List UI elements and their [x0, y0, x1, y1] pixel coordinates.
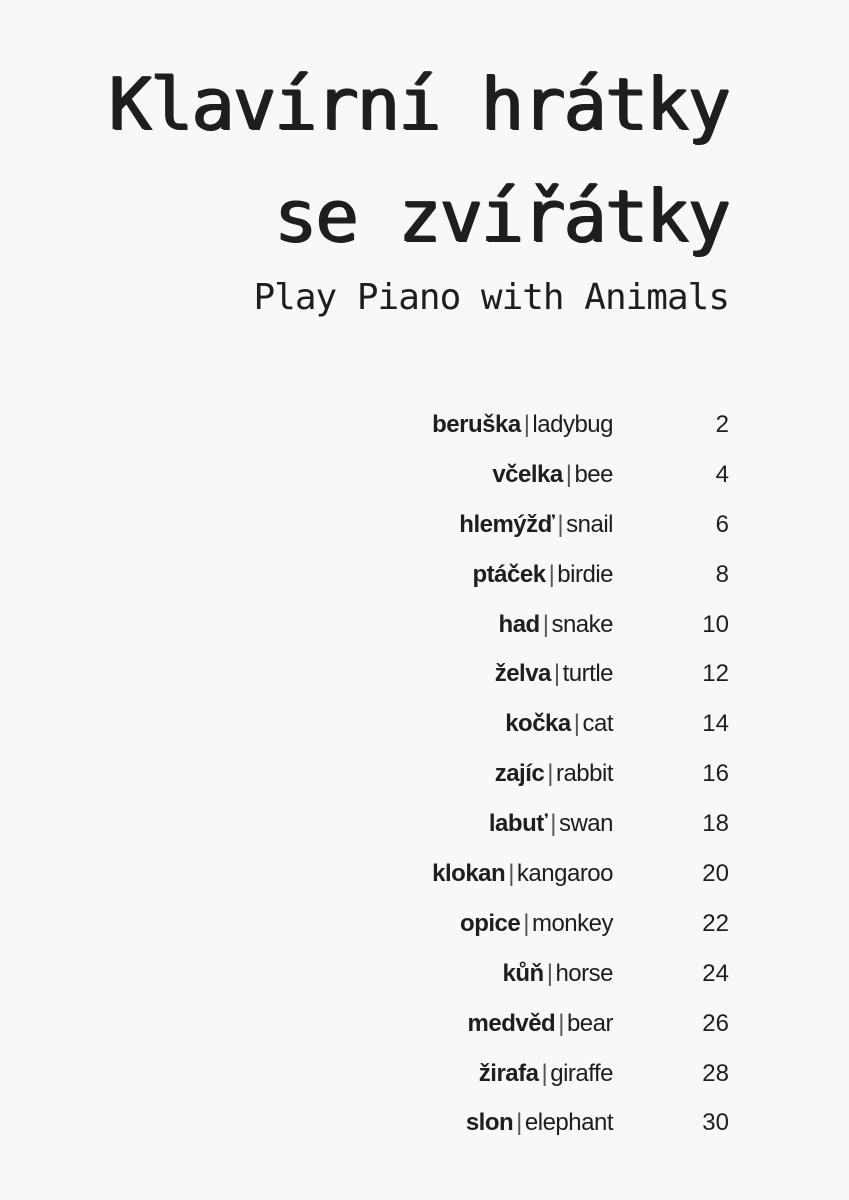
toc-czech-name: had: [498, 610, 540, 638]
toc-czech-name: žirafa: [478, 1059, 539, 1087]
toc-separator: |: [542, 610, 549, 638]
title-line-2: se zvířátky: [274, 174, 729, 258]
toc-czech-name: ptáček: [472, 560, 546, 588]
toc-czech-name: beruška: [432, 411, 521, 438]
toc-row[interactable]: [0, 552, 849, 602]
toc-row[interactable]: [0, 1051, 849, 1101]
toc-entry-label: [492, 458, 613, 492]
toc-separator: |: [573, 710, 580, 738]
toc-english-name: ladybug: [532, 411, 613, 438]
toc-page-number: 8: [715, 560, 729, 588]
toc-czech-name: slon: [465, 1109, 514, 1137]
toc-english-name: snail: [566, 510, 613, 538]
toc-entry-label: [495, 757, 613, 791]
toc-entry-label: [468, 1007, 613, 1041]
toc-row[interactable]: [0, 801, 849, 851]
toc-separator: |: [523, 909, 529, 937]
toc-czech-name: opice: [460, 909, 521, 937]
toc-separator: |: [523, 411, 530, 438]
toc-row[interactable]: [0, 901, 849, 951]
toc-english-name: monkey: [531, 909, 613, 937]
toc-page-number: 22: [702, 909, 729, 937]
toc-page-number: 2: [715, 411, 729, 438]
toc-separator: |: [548, 560, 555, 588]
toc-english-name: giraffe: [550, 1059, 613, 1087]
toc-entry-label: [499, 608, 613, 642]
toc-entry-label: [460, 907, 613, 941]
toc-page-number: 12: [702, 660, 729, 688]
toc-page-number: 10: [702, 610, 729, 638]
toc-entry-label: [459, 508, 613, 542]
toc-separator: |: [558, 1009, 564, 1037]
toc-english-name: cat: [582, 710, 613, 738]
toc-entry-label: [503, 957, 613, 991]
toc-czech-name: včelka: [492, 460, 563, 488]
toc-english-name: horse: [555, 959, 613, 987]
toc-separator: |: [553, 660, 560, 688]
toc-page-number: 4: [715, 460, 729, 488]
subtitle: Play Piano with Animals: [253, 277, 729, 318]
toc-row[interactable]: [0, 651, 849, 701]
toc-entry-label: [495, 657, 613, 691]
toc-entry-label: [432, 857, 613, 891]
title-block: [109, 48, 729, 320]
toc-row[interactable]: [0, 851, 849, 901]
toc-entry-label: [432, 408, 613, 442]
toc-english-name: rabbit: [555, 760, 613, 788]
toc-separator: |: [546, 959, 553, 987]
toc-english-name: bear: [566, 1009, 613, 1037]
toc-page-number: 14: [702, 710, 729, 738]
toc-entry-label: [473, 558, 613, 592]
toc-row[interactable]: [0, 951, 849, 1001]
toc-czech-name: labuť: [488, 810, 548, 838]
toc-separator: |: [508, 860, 514, 888]
toc-separator: |: [565, 460, 572, 488]
toc-row[interactable]: [0, 402, 849, 452]
toc-page-number: 26: [702, 1009, 729, 1037]
title-line-1: Klavírní hrátky: [108, 62, 729, 146]
toc-row[interactable]: [0, 1001, 849, 1051]
toc-czech-name: želva: [494, 660, 551, 688]
toc-entry-label: [505, 707, 613, 741]
toc-row[interactable]: [0, 502, 849, 552]
toc-separator: |: [547, 760, 553, 788]
toc-separator: |: [550, 810, 556, 838]
toc-page-number: 16: [702, 760, 729, 788]
toc-row[interactable]: [0, 602, 849, 652]
toc-english-name: snake: [551, 610, 613, 638]
toc-english-name: turtle: [562, 660, 613, 688]
toc-czech-name: medvěd: [467, 1009, 556, 1037]
toc-czech-name: zajíc: [494, 760, 545, 788]
toc-separator: |: [541, 1059, 548, 1087]
toc-entry-label: [466, 1106, 613, 1140]
toc-page-number: 24: [702, 959, 729, 987]
toc-czech-name: klokan: [432, 860, 506, 888]
toc-page-number: 20: [702, 860, 729, 888]
toc-row[interactable]: [0, 751, 849, 801]
toc-english-name: swan: [558, 810, 613, 838]
toc-czech-name: kočka: [505, 710, 571, 738]
toc-czech-name: hlemýžď: [459, 510, 555, 538]
toc-separator: |: [516, 1109, 522, 1137]
toc-english-name: elephant: [524, 1109, 613, 1137]
toc-entry-label: [489, 807, 613, 841]
toc-row[interactable]: [0, 1100, 849, 1150]
toc-czech-name: kůň: [502, 959, 544, 987]
toc-page-number: 6: [715, 510, 729, 538]
table-of-contents: [0, 402, 849, 1150]
toc-row[interactable]: [0, 452, 849, 502]
toc-row[interactable]: [0, 701, 849, 751]
toc-page-number: 18: [702, 810, 729, 838]
toc-entry-label: [479, 1057, 613, 1091]
toc-page-number: 30: [702, 1109, 729, 1137]
toc-english-name: birdie: [557, 560, 613, 588]
toc-english-name: kangaroo: [516, 860, 613, 888]
toc-english-name: bee: [574, 460, 613, 488]
toc-page-number: 28: [702, 1059, 729, 1087]
toc-separator: |: [557, 510, 564, 538]
